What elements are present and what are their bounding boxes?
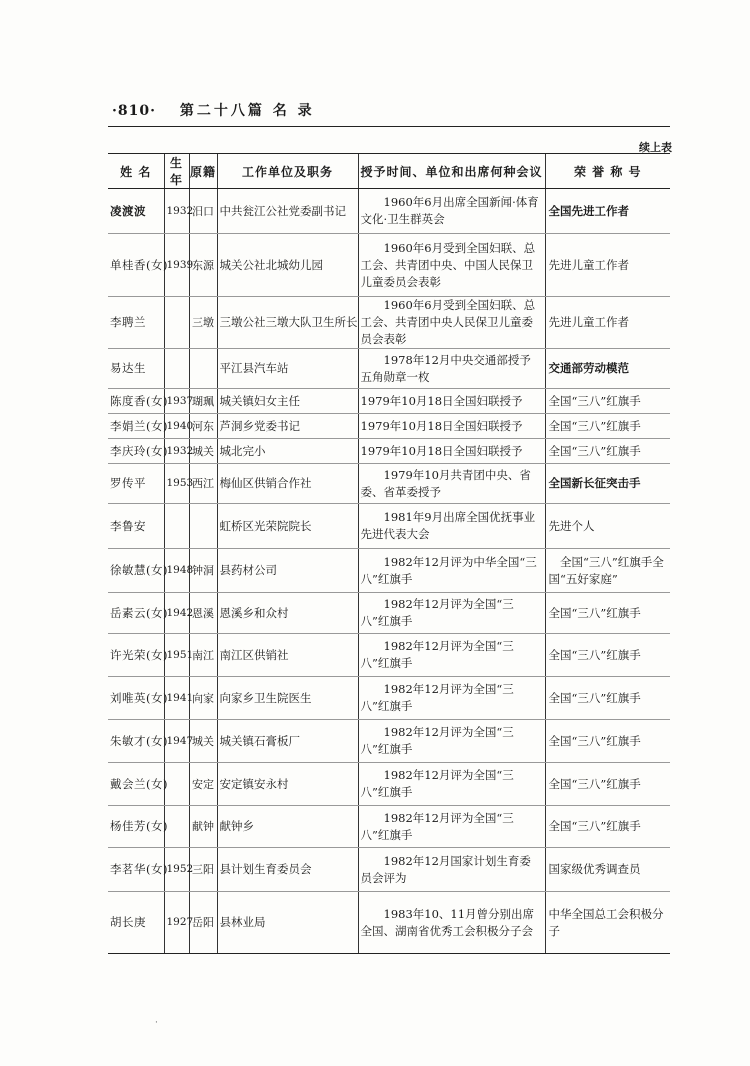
cell-unit: 安定镇安永村 [217, 763, 358, 806]
cell-year: 1940 [164, 414, 189, 439]
cell-native: 钟洞 [189, 549, 217, 593]
cell-name: 岳素云(女) [108, 593, 164, 634]
col-header-name: 姓 名 [108, 154, 164, 189]
cell-year [164, 349, 189, 389]
cell-native: 恩溪 [189, 593, 217, 634]
cell-native: 汨口 [189, 189, 217, 234]
cell-unit: 平江县汽车站 [217, 349, 358, 389]
cell-name: 李聘兰 [108, 297, 164, 349]
cell-award: 1982年12月评为全国“三八”红旗手 [358, 720, 545, 763]
cell-name: 许光荣(女) [108, 634, 164, 677]
table-row [108, 464, 670, 504]
cell-unit: 虹桥区光荣院院长 [217, 504, 358, 549]
cell-native: 三阳 [189, 848, 217, 892]
cell-unit: 中共瓮江公社党委副书记 [217, 189, 358, 234]
cell-year [164, 504, 189, 549]
cell-year: 1932 [164, 439, 189, 464]
cell-award: 1982年12月评为中华全国“三八”红旗手 [358, 549, 545, 593]
cell-native: 东源 [189, 234, 217, 297]
cell-honor: 全国“三八”红旗手 [545, 439, 670, 464]
cell-unit: 芦洞乡党委书记 [217, 414, 358, 439]
cell-honor: 先进个人 [545, 504, 670, 549]
table-row [108, 189, 670, 234]
cell-year: 1941 [164, 677, 189, 720]
cell-honor: 全国“三八”红旗手全国“五好家庭” [545, 549, 670, 593]
cell-unit: 梅仙区供销合作社 [217, 464, 358, 504]
cell-native: 三墩 [189, 297, 217, 349]
cell-name: 杨佳芳(女) [108, 806, 164, 848]
cell-year: 1953 [164, 464, 189, 504]
cell-name: 易达生 [108, 349, 164, 389]
cell-year: 1951 [164, 634, 189, 677]
cell-year: 1942 [164, 593, 189, 634]
cell-year: 1939 [164, 234, 189, 297]
cell-unit: 城关公社北城幼儿园 [217, 234, 358, 297]
cell-award: 1960年6月出席全国新闻·体育文化·卫生群英会 [358, 189, 545, 234]
cell-award: 1982年12月国家计划生育委员会评为 [358, 848, 545, 892]
cell-native: 献钟 [189, 806, 217, 848]
cell-name: 李庆玲(女) [108, 439, 164, 464]
cell-award: 1982年12月评为全国“三八”红旗手 [358, 593, 545, 634]
cell-award: 1983年10、11月曾分别出席全国、湖南省优秀工会积极分子会 [358, 892, 545, 954]
cell-native: 安定 [189, 763, 217, 806]
table-row [108, 677, 670, 720]
page-header [112, 100, 315, 120]
col-header-award: 授予时间、单位和出席何种会议 [358, 154, 545, 189]
cell-honor: 中华全国总工会积极分子 [545, 892, 670, 954]
col-header-honor: 荣 誉 称 号 [545, 154, 670, 189]
cell-honor: 全国先进工作者 [545, 189, 670, 234]
cell-honor: 全国“三八”红旗手 [545, 593, 670, 634]
cell-native: 瑚珮 [189, 389, 217, 414]
continued-label: 续上表 [639, 141, 672, 154]
cell-year: 1932 [164, 189, 189, 234]
cell-native: 城关 [189, 720, 217, 763]
cell-name: 戴会兰(女) [108, 763, 164, 806]
cell-unit: 城关镇妇女主任 [217, 389, 358, 414]
cell-award: 1982年12月评为全国“三八”红旗手 [358, 634, 545, 677]
cell-award: 1978年12月中央交通部授予五角勋章一枚 [358, 349, 545, 389]
cell-native: 西江 [189, 464, 217, 504]
table-header-row [108, 154, 670, 189]
scan-speck: · [155, 1018, 158, 1028]
cell-unit: 南江区供销社 [217, 634, 358, 677]
cell-name: 李茗华(女) [108, 848, 164, 892]
cell-award: 1982年12月评为全国“三八”红旗手 [358, 677, 545, 720]
table-row [108, 439, 670, 464]
table-row [108, 349, 670, 389]
cell-honor: 全国“三八”红旗手 [545, 389, 670, 414]
cell-award: 1979年10月18日全国妇联授予 [358, 439, 545, 464]
cell-name: 罗传平 [108, 464, 164, 504]
cell-honor: 全国“三八”红旗手 [545, 720, 670, 763]
cell-honor: 国家级优秀调查员 [545, 848, 670, 892]
cell-award: 1960年6月受到全国妇联、总工会、共青团中央人民保卫儿童委员会表彰 [358, 297, 545, 349]
header-rule [108, 126, 670, 127]
cell-unit: 县药材公司 [217, 549, 358, 593]
cell-unit: 县林业局 [217, 892, 358, 954]
table-row [108, 848, 670, 892]
cell-year: 1948 [164, 549, 189, 593]
cell-year: 1947 [164, 720, 189, 763]
col-header-unit: 工作单位及职务 [217, 154, 358, 189]
table-row [108, 414, 670, 439]
table-row [108, 634, 670, 677]
cell-native: 南江 [189, 634, 217, 677]
cell-year: 1927 [164, 892, 189, 954]
table-row [108, 763, 670, 806]
cell-unit: 三墩公社三墩大队卫生所长 [217, 297, 358, 349]
table-row [108, 504, 670, 549]
section-title: 第二十八篇 名 录 [179, 103, 315, 119]
cell-name: 朱敏才(女) [108, 720, 164, 763]
cell-honor: 先进儿童工作者 [545, 297, 670, 349]
cell-name: 单桂香(女) [108, 234, 164, 297]
cell-name: 李娟兰(女) [108, 414, 164, 439]
cell-honor: 先进儿童工作者 [545, 234, 670, 297]
cell-award: 1979年10月共青团中央、省委、省革委授予 [358, 464, 545, 504]
table-row [108, 389, 670, 414]
cell-award: 1979年10月18日全国妇联授予 [358, 414, 545, 439]
cell-name: 胡长庚 [108, 892, 164, 954]
table-row [108, 720, 670, 763]
cell-honor: 全国“三八”红旗手 [545, 677, 670, 720]
table-row [108, 549, 670, 593]
cell-native [189, 349, 217, 389]
cell-unit: 向家乡卫生院医生 [217, 677, 358, 720]
col-header-year: 生年 [164, 154, 189, 189]
cell-unit: 恩溪乡和众村 [217, 593, 358, 634]
cell-year: 1937 [164, 389, 189, 414]
table-row [108, 234, 670, 297]
table-row [108, 593, 670, 634]
cell-unit: 城关镇石膏板厂 [217, 720, 358, 763]
cell-name: 凌渡波 [108, 189, 164, 234]
table-row [108, 297, 670, 349]
cell-name: 陈度香(女) [108, 389, 164, 414]
cell-award: 1979年10月18日全国妇联授予 [358, 389, 545, 414]
cell-unit: 献钟乡 [217, 806, 358, 848]
honor-roll-table [108, 153, 670, 954]
cell-honor: 全国新长征突击手 [545, 464, 670, 504]
cell-name: 李鲁安 [108, 504, 164, 549]
page-number: ·810· [112, 103, 156, 119]
cell-unit: 城北完小 [217, 439, 358, 464]
cell-honor: 全国“三八”红旗手 [545, 806, 670, 848]
cell-name: 徐敏慧(女) [108, 549, 164, 593]
cell-year [164, 297, 189, 349]
cell-native: 城关 [189, 439, 217, 464]
cell-honor: 全国“三八”红旗手 [545, 634, 670, 677]
cell-honor: 全国“三八”红旗手 [545, 763, 670, 806]
col-header-native: 原籍 [189, 154, 217, 189]
cell-native [189, 504, 217, 549]
cell-honor: 交通部劳动模范 [545, 349, 670, 389]
cell-award: 1982年12月评为全国“三八”红旗手 [358, 806, 545, 848]
table-row [108, 892, 670, 954]
cell-award: 1981年9月出席全国优抚事业先进代表大会 [358, 504, 545, 549]
table-row [108, 806, 670, 848]
cell-name: 刘唯英(女) [108, 677, 164, 720]
cell-unit: 县计划生育委员会 [217, 848, 358, 892]
cell-honor: 全国“三八”红旗手 [545, 414, 670, 439]
cell-year: 1952 [164, 848, 189, 892]
cell-native: 河东 [189, 414, 217, 439]
cell-award: 1982年12月评为全国“三八”红旗手 [358, 763, 545, 806]
cell-award: 1960年6月受到全国妇联、总工会、共青团中央、中国人民保卫儿童委员会表彰 [358, 234, 545, 297]
cell-native: 向家 [189, 677, 217, 720]
cell-native: 岳阳 [189, 892, 217, 954]
